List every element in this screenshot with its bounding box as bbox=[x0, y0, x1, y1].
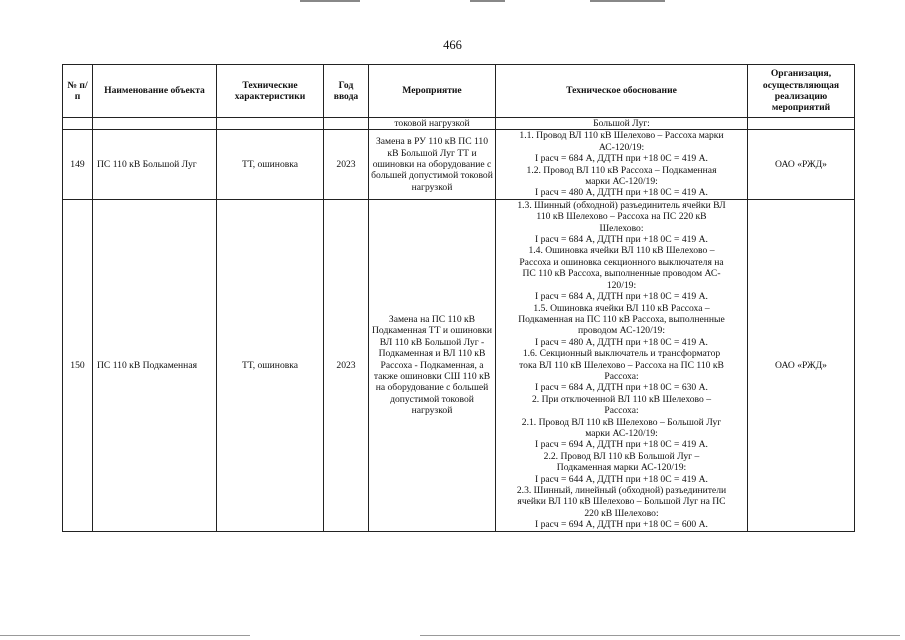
justification-line: Рассоха: bbox=[604, 370, 639, 382]
scan-edge-mark bbox=[0, 635, 250, 636]
justification-line: I расч = 480 А, ДДТН при +18 0С = 419 А. bbox=[535, 187, 708, 199]
justification-line: 2.2. Провод ВЛ 110 кВ Большой Луг – bbox=[543, 450, 700, 462]
justification-line: Рассоха: bbox=[604, 405, 639, 417]
table-row bbox=[63, 199, 855, 531]
header-row bbox=[63, 65, 855, 118]
row-object: ПС 110 кВ Большой Луг bbox=[93, 130, 217, 199]
justification-line: тока ВЛ 110 кВ Шелехово – Рассоха на ПС 110 кВ bbox=[519, 359, 724, 371]
row-tech: ТТ, ошиновка bbox=[217, 199, 324, 531]
justification-line: I расч = 684 А, ДДТН при +18 0С = 419 А. bbox=[535, 291, 708, 303]
header-year: Год ввода bbox=[324, 65, 369, 118]
justification-line: Подкаменная на ПС 110 кВ Рассоха, выполненные bbox=[518, 313, 725, 325]
cont-org bbox=[748, 118, 855, 130]
justification-line: I расч = 684 А, ДДТН при +18 0С = 630 А. bbox=[535, 382, 708, 394]
justification-line: ячейки ВЛ 110 кВ Шелехово – Большой Луг на ПС bbox=[517, 496, 726, 508]
justification-line: I расч = 694 А, ДДТН при +18 0С = 600 А. bbox=[535, 519, 708, 531]
justification-line: I расч = 684 А, ДДТН при +18 0С = 419 А. bbox=[535, 234, 708, 246]
cont-justification: Большой Луг: bbox=[496, 118, 748, 130]
scan-edge-mark bbox=[470, 0, 505, 2]
row-num: 150 bbox=[63, 199, 93, 531]
cont-year bbox=[324, 118, 369, 130]
row-year: 2023 bbox=[324, 130, 369, 199]
justification-line: I расч = 694 А, ДДТН при +18 0С = 419 А. bbox=[535, 439, 708, 451]
justification-line: марки АС-120/19: bbox=[585, 427, 658, 439]
justification-line: АС-120/19: bbox=[598, 141, 645, 153]
justification-line: Подкаменная марки АС-120/19: bbox=[556, 462, 687, 474]
row-org: ОАО «РЖД» bbox=[748, 130, 855, 199]
justification-line: 2.3. Шинный, линейный (обходной) разъединители bbox=[516, 485, 727, 496]
justification-line: Рассоха и ошиновка секционного выключателя на bbox=[519, 256, 724, 268]
justification-line: 220 кВ Шелехово: bbox=[584, 507, 659, 519]
row-measure: Замена в РУ 110 кВ ПС 110 кВ Большой Луг ТТ и ошиновки на оборудование с большей допустимой токовой нагрузкой bbox=[369, 130, 496, 199]
justification-line: I расч = 684 А, ДДТН при +18 0С = 419 А. bbox=[535, 153, 708, 165]
justification-line: проводом АС-120/19: bbox=[577, 325, 666, 337]
scan-edge-mark bbox=[300, 0, 360, 2]
row-object: ПС 110 кВ Подкаменная bbox=[93, 199, 217, 531]
justification-line: марки АС-120/19: bbox=[585, 176, 658, 188]
justification-line: 1.2. Провод ВЛ 110 кВ Рассоха – Подкаменная bbox=[526, 164, 717, 176]
cont-object bbox=[93, 118, 217, 130]
justification-line: 1.6. Секционный выключатель и трансформатор bbox=[522, 348, 721, 360]
justification-line: 120/19: bbox=[606, 279, 637, 291]
justification-line: 110 кВ Шелехово – Рассоха на ПС 220 кВ bbox=[536, 211, 707, 223]
header-tech: Технические характеристики bbox=[217, 65, 324, 118]
justification-line: I расч = 480 А, ДДТН при +18 0С = 419 А. bbox=[535, 336, 708, 348]
justification-line: 2.1. Провод ВЛ 110 кВ Шелехово – Большой Луг bbox=[521, 416, 722, 428]
header-justification: Техническое обоснование bbox=[496, 65, 748, 118]
header-org: Организация, осуществляющая реализацию мероприятий bbox=[748, 65, 855, 118]
row-num: 149 bbox=[63, 130, 93, 199]
justification-line: 1.4. Ошиновка ячейки ВЛ 110 кВ Шелехово – bbox=[528, 245, 715, 257]
continuation-row bbox=[63, 118, 855, 130]
header-object: Наименование объекта bbox=[93, 65, 217, 118]
justification-line: 1.3. Шинный (обходной) разъединитель ячейки ВЛ bbox=[517, 199, 726, 211]
scan-edge-mark bbox=[420, 635, 900, 636]
row-justification bbox=[496, 130, 748, 199]
page-number: 466 bbox=[443, 38, 462, 52]
justification-line: I расч = 644 А, ДДТН при +18 0С = 419 А. bbox=[535, 473, 708, 485]
justification-line: Шелехово: bbox=[599, 222, 644, 234]
scan-edge-mark bbox=[590, 0, 665, 2]
row-year: 2023 bbox=[324, 199, 369, 531]
justification-line: ПС 110 кВ Рассоха, выполненные проводом АС- bbox=[522, 268, 721, 280]
header-measure: Мероприятие bbox=[369, 65, 496, 118]
row-justification bbox=[496, 199, 748, 531]
justification-line: 1.1. Провод ВЛ 110 кВ Шелехово – Рассоха марки bbox=[519, 130, 724, 142]
cont-tech bbox=[217, 118, 324, 130]
measures-table bbox=[62, 64, 855, 532]
row-measure: Замена на ПС 110 кВ Подкаменная ТТ и ошиновки ВЛ 110 кВ Большой Луг - Подкаменная и ВЛ 110 кВ Рассоха - Подкаменная, а также ошиновки СШ 110 кВ на оборудование с большей допустимой токовой нагрузкой bbox=[369, 199, 496, 531]
header-num: № п/п bbox=[63, 65, 93, 118]
cont-measure: токовой нагрузкой bbox=[369, 118, 496, 130]
row-tech: ТТ, ошиновка bbox=[217, 130, 324, 199]
justification-line: 2. При отключенной ВЛ 110 кВ Шелехово – bbox=[531, 393, 711, 405]
row-org: ОАО «РЖД» bbox=[748, 199, 855, 531]
table-row bbox=[63, 130, 855, 199]
justification-line: 1.5. Ошиновка ячейки ВЛ 110 кВ Рассоха – bbox=[533, 302, 710, 314]
cont-num bbox=[63, 118, 93, 130]
